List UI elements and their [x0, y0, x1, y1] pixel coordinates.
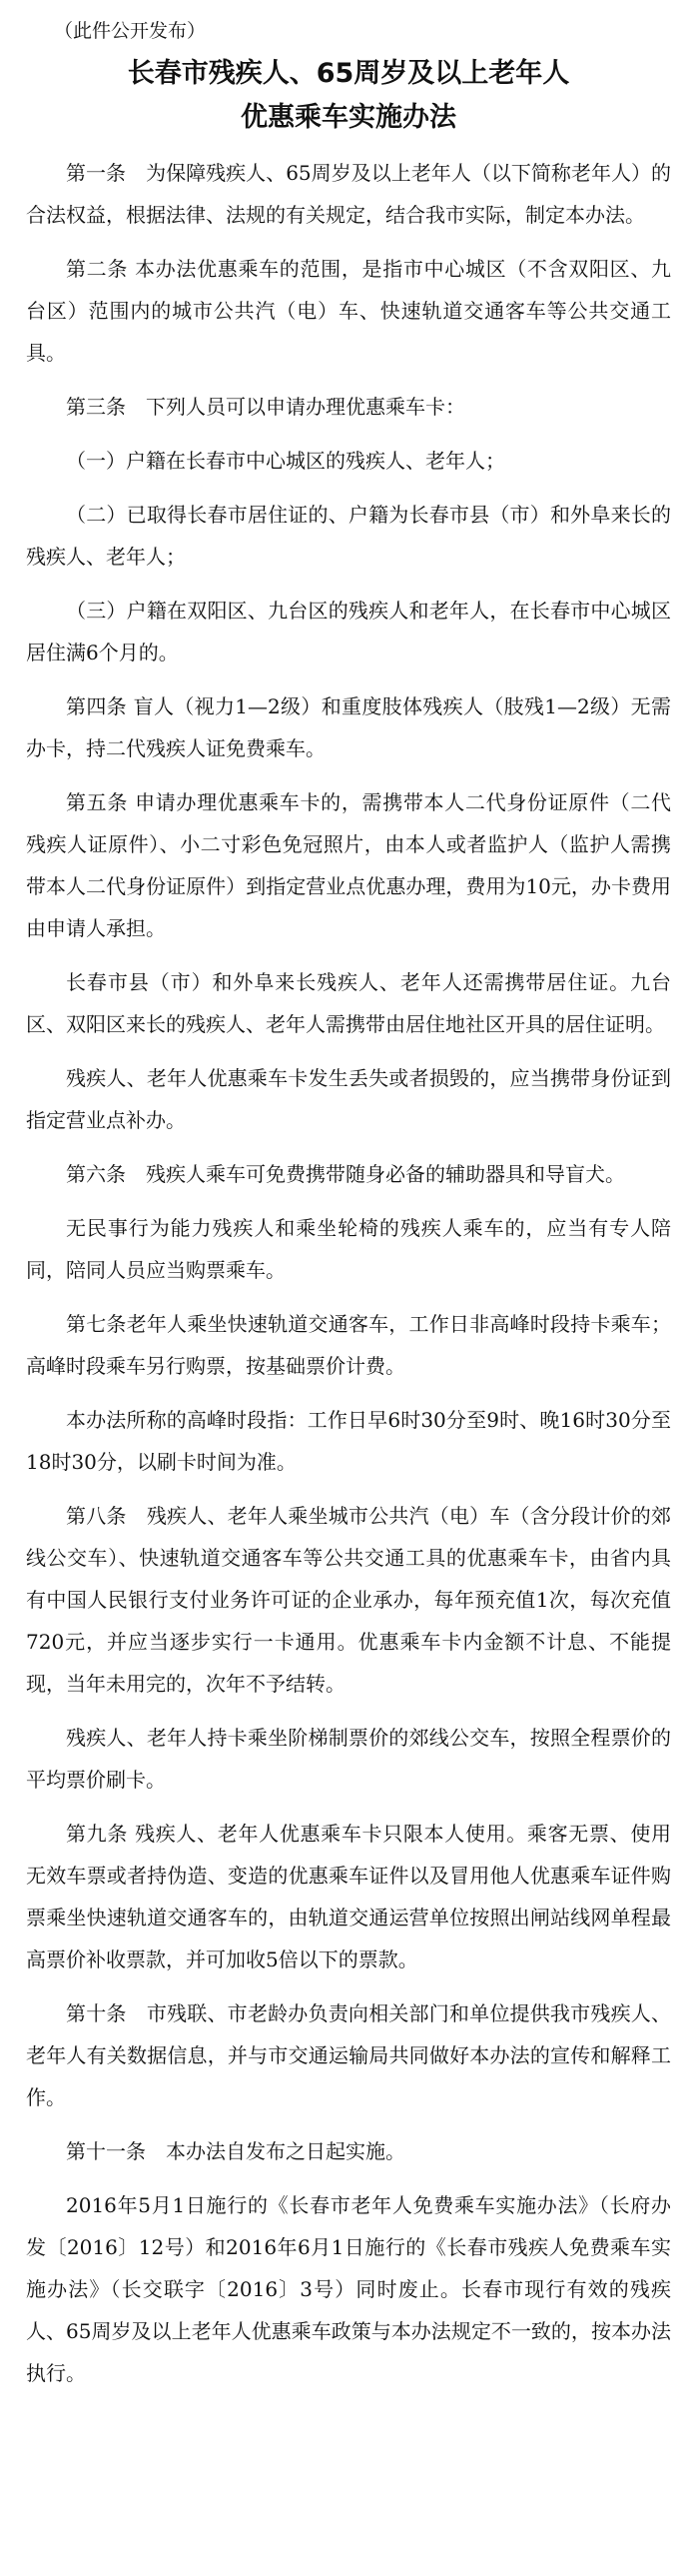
- paragraph: 第七条老年人乘坐快速轨道交通客车，工作日非高峰时段持卡乘车；高峰时段乘车另行购票，按基础票价计费。: [26, 1312, 671, 1378]
- paragraph: （三）户籍在双阳区、九台区的残疾人和老年人，在长春市中心城区居住满6个月的。: [26, 599, 671, 664]
- paragraph: 第三条 下列人员可以申请办理优惠乘车卡：: [66, 395, 465, 419]
- paragraph: 第六条 残疾人乘车可免费携带随身必备的辅助器具和导盲犬。: [66, 1162, 625, 1186]
- paragraph: 第五条 申请办理优惠乘车卡的，需携带本人二代身份证原件（二代残疾人证原件）、小二寸彩色免冠照片，由本人或者监护人（监护人需携带本人二代身份证原件）到指定营业点优惠办理，费用为10元，办卡费用由申请人承担。: [26, 790, 671, 940]
- paragraph: 残疾人、老年人优惠乘车卡发生丢失或者损毁的，应当携带身份证到指定营业点补办。: [26, 1066, 671, 1132]
- title-line-1: 长春市残疾人、65周岁及以上老年人: [127, 58, 570, 89]
- publication-notice: （此件公开发布）: [54, 20, 207, 42]
- paragraph: （一）户籍在长春市中心城区的残疾人、老年人；: [66, 449, 505, 473]
- title-line-2: 优惠乘车实施办法: [241, 102, 456, 133]
- paragraph: 第二条 本办法优惠乘车的范围，是指市中心城区（不含双阳区、九台区）范围内的城市公共汽（电）车、快速轨道交通客车等公共交通工具。: [26, 257, 671, 365]
- document-title: [26, 52, 671, 140]
- paragraph: 第十条 市残联、市老龄办负责向相关部门和单位提供我市残疾人、老年人有关数据信息，并与市交通运输局共同做好本办法的宣传和解释工作。: [26, 2001, 671, 2109]
- paragraph: （二）已取得长春市居住证的、户籍为长春市县（市）和外阜来长的残疾人、老年人；: [26, 503, 671, 569]
- document-body: [26, 152, 671, 2394]
- paragraph: 长春市县（市）和外阜来长残疾人、老年人还需携带居住证。九台区、双阳区来长的残疾人、老年人需携带由居住地社区开具的居住证明。: [26, 970, 671, 1036]
- paragraph: 无民事行为能力残疾人和乘坐轮椅的残疾人乘车的，应当有专人陪同，陪同人员应当购票乘车。: [26, 1216, 671, 1282]
- paragraph: 第十一条 本办法自发布之日起实施。: [66, 2139, 405, 2163]
- paragraph: 残疾人、老年人持卡乘坐阶梯制票价的郊线公交车，按照全程票价的平均票价刷卡。: [26, 1726, 671, 1792]
- paragraph: 第一条 为保障残疾人、65周岁及以上老年人（以下简称老年人）的合法权益，根据法律、法规的有关规定，结合我市实际，制定本办法。: [26, 161, 671, 227]
- paragraph: 本办法所称的高峰时段指：工作日早6时30分至9时、晚16时30分至18时30分，以刷卡时间为准。: [26, 1408, 671, 1474]
- paragraph: 第九条 残疾人、老年人优惠乘车卡只限本人使用。乘客无票、使用无效车票或者持伪造、变造的优惠乘车证件以及冒用他人优惠乘车证件购票乘坐快速轨道交通客车的，由轨道交通运营单位按照出闸站线网单程最高票价补收票款，并可加收5倍以下的票款。: [26, 1822, 671, 1971]
- paragraph: 第八条 残疾人、老年人乘坐城市公共汽（电）车（含分段计价的郊线公交车）、快速轨道交通客车等公共交通工具的优惠乘车卡，由省内具有中国人民银行支付业务许可证的企业承办，每年预充值1次，每次充值720元，并应当逐步实行一卡通用。优惠乘车卡内金额不计息、不能提现，当年未用完的，次年不予结转。: [26, 1504, 671, 1696]
- paragraph: 2016年5月1日施行的《长春市老年人免费乘车实施办法》（长府办发〔2016〕12号）和2016年6月1日施行的《长春市残疾人免费乘车实施办法》（长交联字〔2016〕3号）同时废止。长春市现行有效的残疾人、65周岁及以上老年人优惠乘车政策与本办法规定不一致的，按本办法执行。: [26, 2193, 671, 2385]
- paragraph: 第四条 盲人（视力1—2级）和重度肢体残疾人（肢残1—2级）无需办卡，持二代残疾人证免费乘车。: [26, 694, 671, 760]
